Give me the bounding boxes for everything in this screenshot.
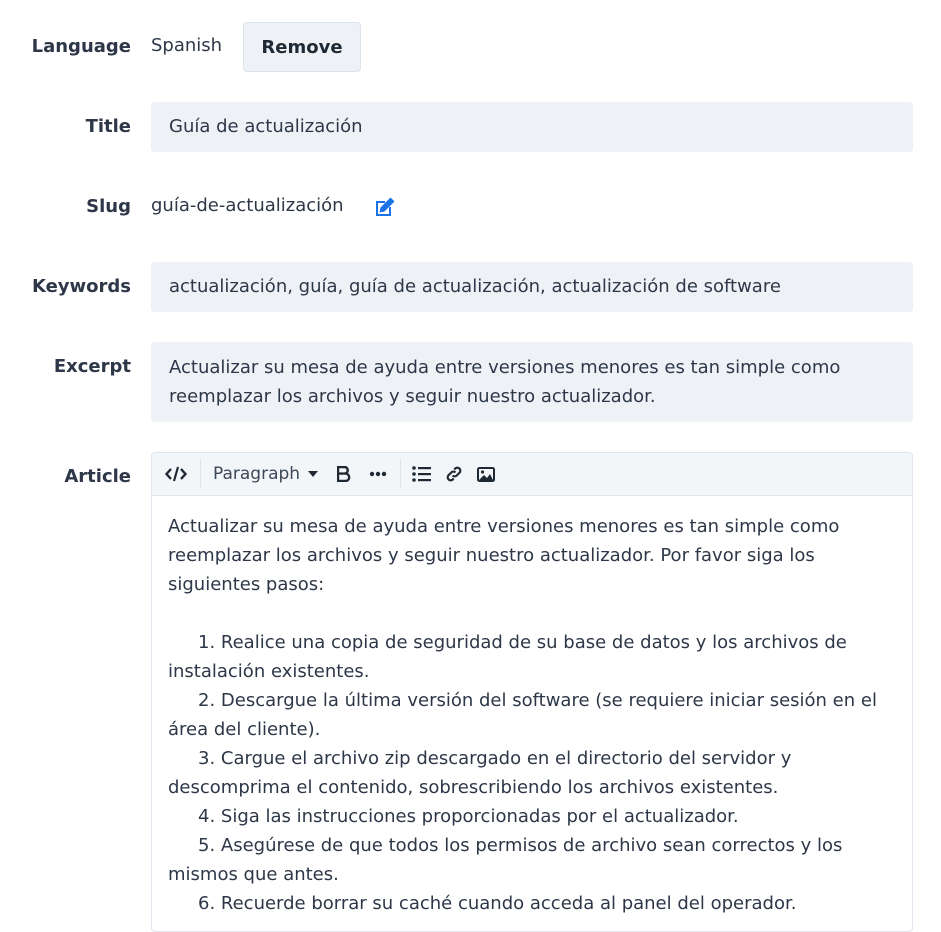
more-icon[interactable]	[366, 459, 390, 489]
slug-label: Slug	[86, 196, 131, 217]
keywords-input[interactable]: actualización, guía, guía de actualización, actualización de software	[151, 262, 913, 312]
remove-language-button[interactable]: Remove	[243, 22, 361, 72]
article-steps	[168, 628, 894, 918]
link-icon[interactable]	[443, 459, 465, 489]
list-item: 4. Siga las instrucciones proporcionadas por el actualizador.	[198, 806, 739, 827]
keywords-label: Keywords	[31, 276, 131, 297]
editor-content[interactable]	[152, 496, 912, 918]
excerpt-label: Excerpt	[53, 356, 131, 377]
language-label: Language	[31, 36, 131, 57]
article-editor[interactable]	[151, 452, 913, 932]
list-item: 6. Recuerde borrar su caché cuando acceda al panel del operador.	[198, 893, 797, 914]
list-item: 2. Descargue la última versión del software (se requiere iniciar sesión en el área del cliente).	[168, 690, 877, 740]
paragraph-label: Paragraph	[213, 464, 301, 484]
list-item: 3. Cargue el archivo zip descargado en el directorio del servidor y descomprima el contenido, sobrescribiendo los archivos existentes.	[168, 748, 792, 798]
list-item: 5. Asegúrese de que todos los permisos de archivo sean correctos y los mismos que antes.	[168, 835, 843, 885]
chevron-down-icon	[308, 471, 318, 477]
toolbar-divider	[400, 459, 401, 489]
editor-toolbar	[152, 453, 912, 496]
slug-value: guía-de-actualización	[151, 195, 344, 216]
list-icon[interactable]	[411, 459, 433, 489]
toolbar-divider	[200, 459, 201, 489]
article-intro: Actualizar su mesa de ayuda entre versiones menores es tan simple como reemplazar los archivos y seguir nuestro actualizador. Por favor siga los siguientes pasos:	[168, 516, 840, 595]
image-icon[interactable]	[475, 459, 497, 489]
language-value: Spanish	[151, 35, 223, 56]
article-label: Article	[64, 466, 131, 487]
code-icon[interactable]	[164, 459, 188, 489]
title-input[interactable]: Guía de actualización	[151, 102, 913, 152]
edit-icon[interactable]	[373, 195, 397, 219]
title-label: Title	[85, 116, 131, 137]
excerpt-input[interactable]: Actualizar su mesa de ayuda entre versiones menores es tan simple como reemplazar los archivos y seguir nuestro actualizador.	[151, 342, 913, 422]
paragraph-dropdown[interactable]	[213, 459, 318, 489]
list-item: 1. Realice una copia de seguridad de su base de datos y los archivos de instalación existentes.	[168, 632, 847, 682]
bold-icon[interactable]	[332, 459, 356, 489]
